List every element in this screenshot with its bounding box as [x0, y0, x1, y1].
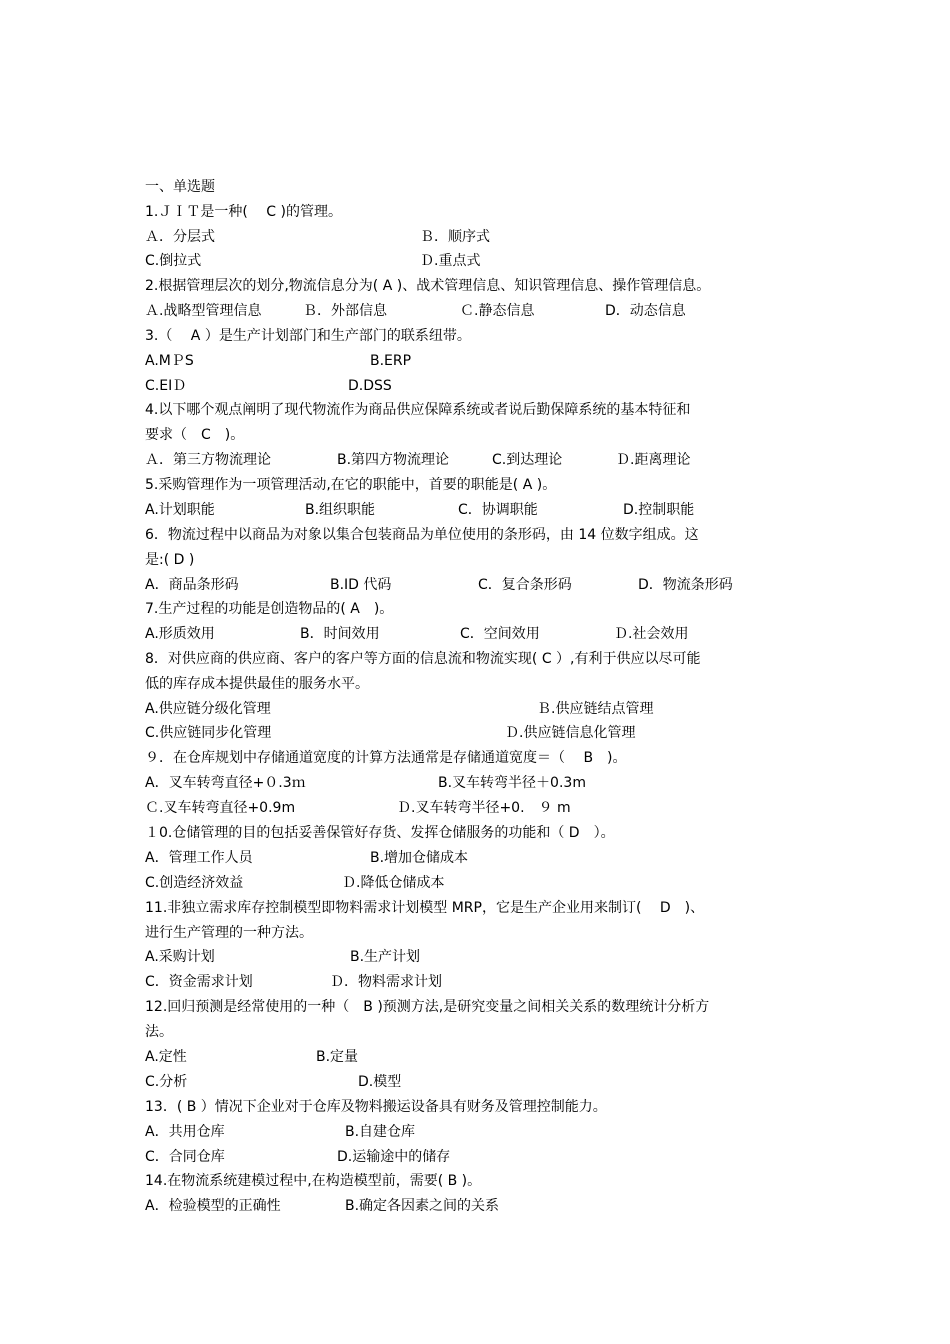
option-d: Ｄ.重点式	[420, 253, 481, 269]
option-c: C．复合条形码	[478, 577, 572, 593]
option-d: D.运输途中的储存	[337, 1149, 451, 1165]
option-a: A.计划职能	[145, 502, 215, 518]
question-stem: 7.生产过程的功能是创造物品的( A )。	[145, 601, 394, 617]
option-d: Ｄ.供应链信息化管理	[505, 725, 636, 741]
option-a: A.定性	[145, 1049, 187, 1065]
option-b: Ｂ．顺序式	[420, 229, 490, 245]
option-a: Ａ．第三方物流理论	[145, 452, 271, 468]
option-a: Ａ．分层式	[145, 229, 215, 245]
question-stem: 8．对供应商的供应商、客户的客户等方面的信息流和物流实现( C ）,有利于供应以尽可能	[145, 651, 701, 667]
question-stem-cont: 是:( D )	[145, 552, 195, 568]
option-c: C.倒拉式	[145, 253, 202, 269]
question-stem-cont: 法。	[145, 1024, 173, 1040]
option-a: A.供应链分级化管理	[145, 701, 271, 717]
option-c: C.供应链同步化管理	[145, 725, 272, 741]
option-c: C．资金需求计划	[145, 974, 253, 990]
option-d: Ｄ.叉车转弯半径+0. ９ m	[397, 800, 571, 816]
option-a: A.形质效用	[145, 626, 215, 642]
option-b: B.叉车转弯半径＋0.3m	[438, 775, 586, 791]
question-stem: 14.在物流系统建模过程中,在构造模型前，需要( B )。	[145, 1173, 482, 1189]
option-c: C.EIＤ	[145, 378, 187, 394]
option-b: B.组织职能	[305, 502, 376, 518]
option-c: C．协调职能	[458, 502, 538, 518]
option-b: B.自建仓库	[345, 1124, 416, 1140]
question-stem-cont: 要求（ C )。	[145, 427, 245, 443]
question-stem: 11.非独立需求库存控制模型即物料需求计划模型 MRP，它是生产企业用来制订( D )、	[145, 900, 705, 916]
option-b: B.ID 代码	[330, 577, 392, 593]
option-d: D．物流条形码	[638, 577, 733, 593]
option-b: B．时间效用	[300, 626, 380, 642]
option-d: D.模型	[358, 1074, 402, 1090]
option-b: B.ERP	[370, 353, 412, 369]
question-stem: 2.根据管理层次的划分,物流信息分为( A )、战术管理信息、知识管理信息、操作管理信息。	[145, 278, 711, 294]
question-stem: 6．物流过程中以商品为对象以集合包装商品为单位使用的条形码，由 14 位数字组成。这	[145, 527, 699, 543]
option-d: Ｄ．物料需求计划	[330, 974, 442, 990]
question-stem: 12.回归预测是经常使用的一种（ B )预测方法,是研究变量之间相关关系的数理统计分析方	[145, 999, 710, 1015]
question-stem: 5.采购管理作为一项管理活动,在它的职能中，首要的职能是( A )。	[145, 477, 557, 493]
option-a: A.MＰS	[145, 353, 194, 369]
section-title: 一、单选题	[145, 179, 215, 195]
question-stem-cont: 进行生产管理的一种方法。	[145, 925, 313, 941]
question-stem: 3.（ A ）是生产计划部门和生产部门的联系纽带。	[145, 328, 471, 344]
option-a: A．检验模型的正确性	[145, 1198, 281, 1214]
option-d: Ｄ.社会效用	[614, 626, 689, 642]
option-c: C.分析	[145, 1074, 188, 1090]
option-c: C.创造经济效益	[145, 875, 244, 891]
option-c: Ｃ.静态信息	[460, 303, 535, 319]
option-a: A．共用仓库	[145, 1124, 225, 1140]
option-a: A．商品条形码	[145, 577, 239, 593]
option-a: Ａ.战略型管理信息	[145, 303, 262, 319]
option-c: C．合同仓库	[145, 1149, 225, 1165]
question-stem: １0.仓储管理的目的包括妥善保管好存货、发挥仓储服务的功能和（ D ）。	[145, 825, 615, 841]
option-d: D.DSS	[348, 378, 392, 394]
option-b: B.增加仓储成本	[370, 850, 469, 866]
option-b: B.定量	[316, 1049, 359, 1065]
question-stem-cont: 低的库存成本提供最佳的服务水平。	[145, 676, 369, 692]
option-b: Ｂ．外部信息	[303, 303, 387, 319]
question-stem: 1.ＪＩＴ是一种( C )的管理。	[145, 204, 342, 220]
option-c: C．空间效用	[460, 626, 540, 642]
option-a: A.采购计划	[145, 949, 215, 965]
option-b: B.生产计划	[350, 949, 421, 965]
option-b: B.第四方物流理论	[337, 452, 450, 468]
option-b: B.确定各因素之间的关系	[345, 1198, 500, 1214]
option-d: D.控制职能	[623, 502, 695, 518]
question-stem: 4.以下哪个观点阐明了现代物流作为商品供应保障系统或者说后勤保障系统的基本特征和	[145, 402, 691, 418]
option-c: C.到达理论	[492, 452, 563, 468]
option-a: A．叉车转弯直径+０.3ｍ	[145, 775, 306, 791]
question-stem: ９．在仓库规划中存储通道宽度的计算方法通常是存储通道宽度＝（ B )。	[145, 750, 627, 766]
option-d: Ｄ.距离理论	[616, 452, 691, 468]
question-stem: 13．( B ）情况下企业对于仓库及物料搬运设备具有财务及管理控制能力。	[145, 1099, 607, 1115]
option-d: Ｄ.降低仓储成本	[342, 875, 445, 891]
option-b: Ｂ.供应链结点管理	[537, 701, 654, 717]
option-a: A．管理工作人员	[145, 850, 253, 866]
option-c: Ｃ.叉车转弯直径+0.9m	[145, 800, 296, 816]
option-d: D．动态信息	[605, 303, 686, 319]
